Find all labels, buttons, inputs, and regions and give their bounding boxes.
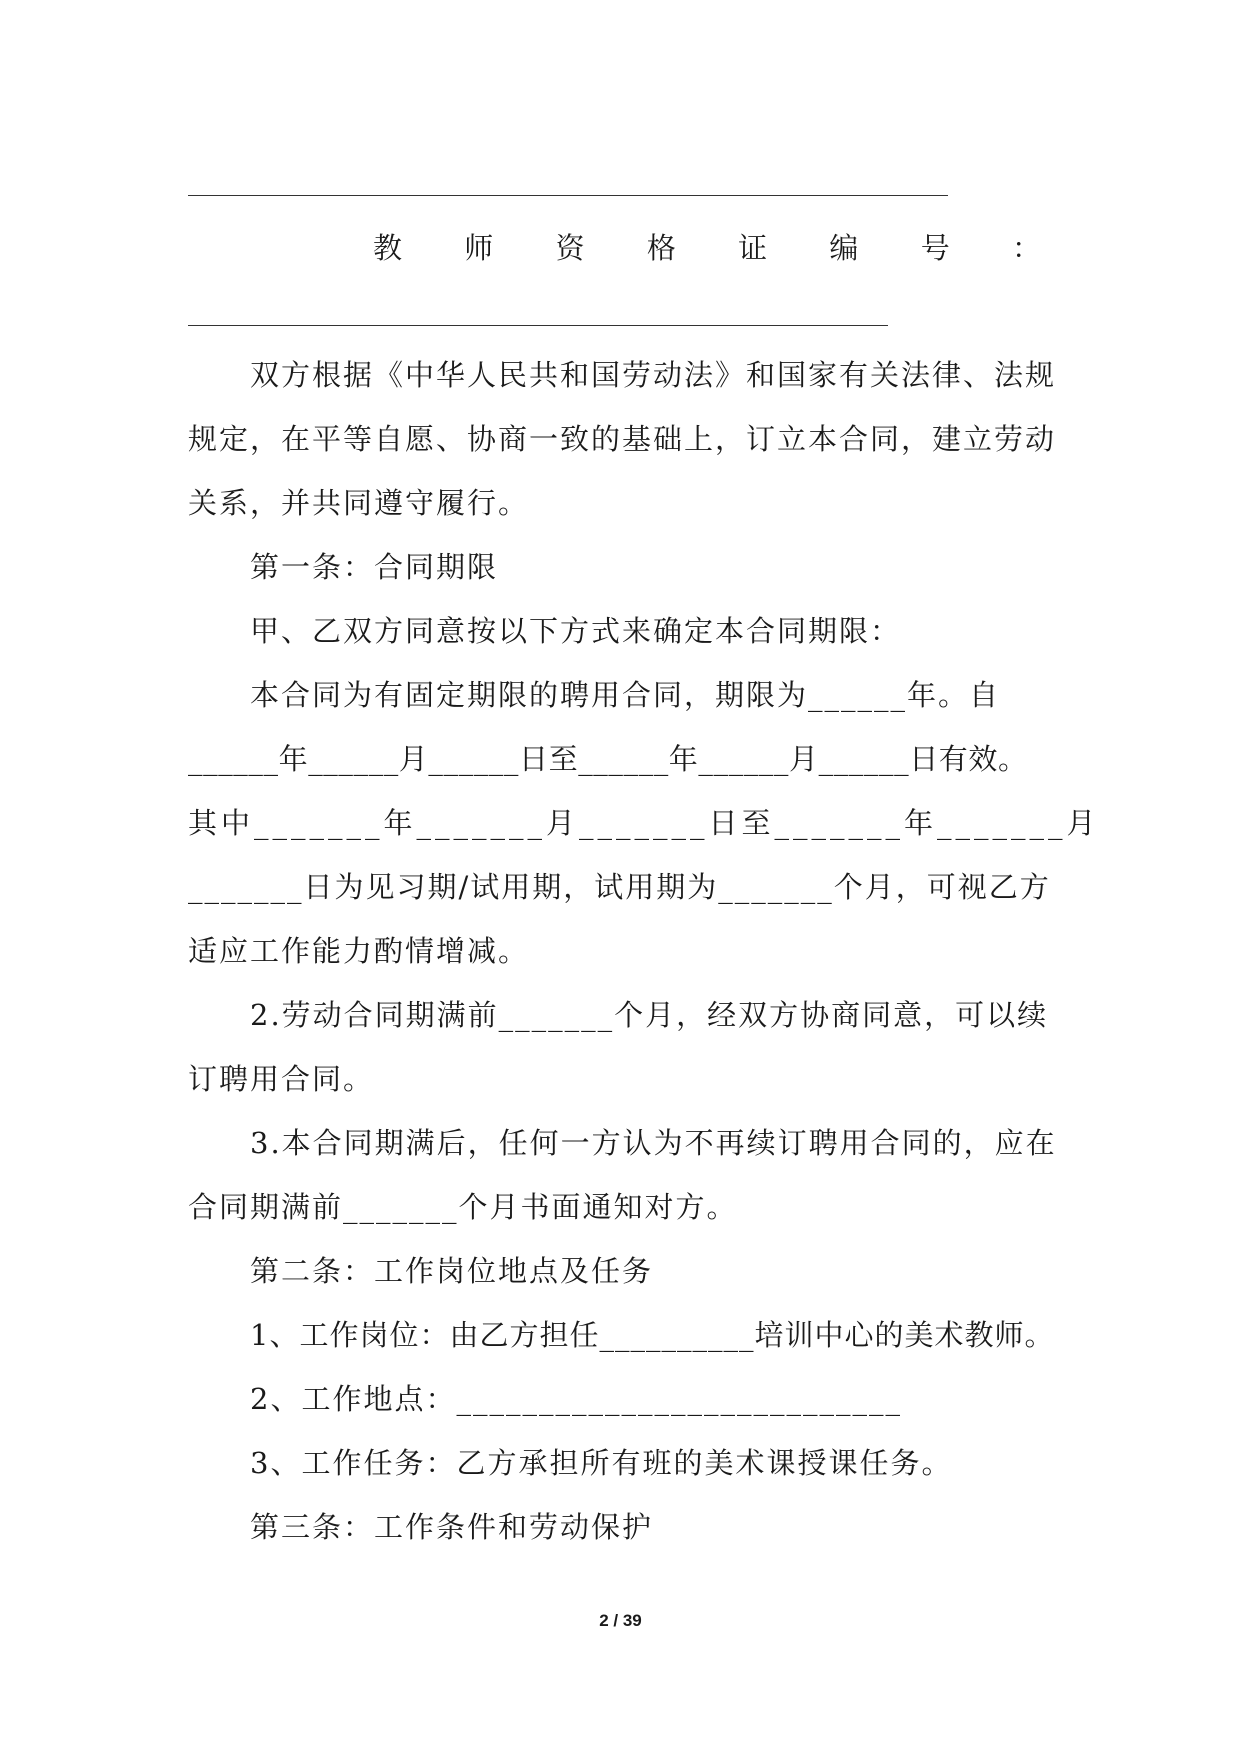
paragraph-line: 关系，并共同遵守履行。 (188, 486, 530, 520)
paragraph-line: 2.劳动合同期满前_______个月，经双方协商同意，可以续 (250, 998, 1049, 1032)
cert-char: 编 (829, 231, 859, 265)
section-heading: 第一条：合同期限 (250, 550, 499, 584)
paragraph-line: 甲、乙双方同意按以下方式来确定本合同期限： (250, 614, 902, 648)
paragraph-line: 本合同为有固定期限的聘用合同，期限为______年。自 (250, 678, 1001, 712)
cert-char: ： (1011, 231, 1041, 265)
paragraph-line: 其中_______年_______月_______日至_______年_______月 (188, 806, 1100, 840)
cert-char: 教 (373, 231, 403, 265)
cert-char: 资 (555, 231, 585, 265)
paragraph-line: 规定，在平等自愿、协商一致的基础上，订立本合同，建立劳动 (188, 422, 1057, 456)
cert-char: 格 (646, 231, 676, 265)
paragraph-line: 订聘用合同。 (188, 1062, 375, 1096)
teacher-cert-number-label (373, 230, 1041, 266)
paragraph-line: 3、工作任务：乙方承担所有班的美术课授课任务。 (250, 1446, 953, 1480)
top-blank-line (188, 195, 948, 196)
paragraph-line: 双方根据《中华人民共和国劳动法》和国家有关法律、法规 (250, 358, 1057, 392)
cert-number-blank-line (188, 325, 888, 326)
section-heading: 第三条：工作条件和劳动保护 (250, 1510, 654, 1544)
section-heading: 第二条：工作岗位地点及任务 (250, 1254, 654, 1288)
cert-char: 师 (464, 231, 494, 265)
paragraph-line: _______日为见习期/试用期，试用期为_______个月，可视乙方 (188, 870, 1051, 904)
paragraph-line: 适应工作能力酌情增减。 (188, 934, 530, 968)
cert-char: 号 (920, 231, 950, 265)
cert-char: 证 (738, 231, 768, 265)
page-number: 2 / 39 (599, 1611, 642, 1630)
paragraph-line: 1、工作岗位：由乙方担任__________培训中心的美术教师。 (250, 1318, 1055, 1352)
paragraph-line: ______年______月______日至______年______月______日有效。 (188, 742, 1028, 776)
paragraph-line: 3.本合同期满后，任何一方认为不再续订聘用合同的，应在 (250, 1126, 1057, 1160)
paragraph-line: 2、工作地点：___________________________ (250, 1382, 902, 1416)
paragraph-line: 合同期满前_______个月书面通知对方。 (188, 1190, 738, 1224)
